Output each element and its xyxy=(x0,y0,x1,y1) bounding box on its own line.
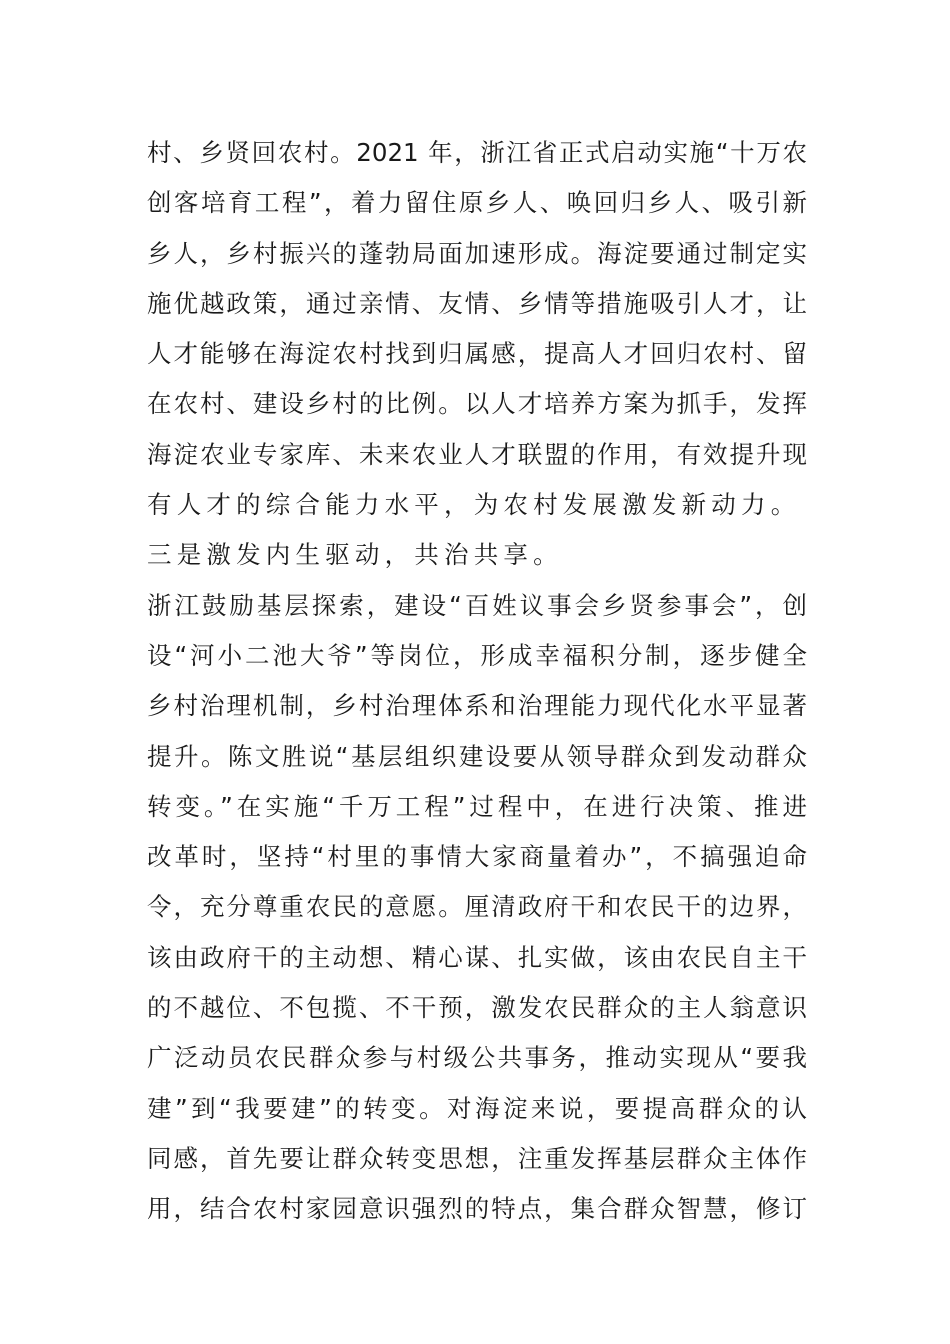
text-line: 转变。”在实施“千万工程”过程中，在进行决策、推进 xyxy=(147,791,807,821)
text-line: 同感，首先要让群众转变思想，注重发挥基层群众主体作 xyxy=(147,1143,807,1173)
text-line: 建”到“我要建”的转变。对海淀来说，要提高群众的认 xyxy=(147,1093,807,1123)
text-line: 的不越位、不包揽、不干预，激发农民群众的主人翁意识 xyxy=(147,993,807,1023)
text-line: 人才能够在海淀农村找到归属感，提高人才回归农村、留 xyxy=(147,339,807,369)
text-line: 用，结合农村家园意识强烈的特点，集合群众智慧，修订 xyxy=(147,1194,807,1224)
text-line: 乡人，乡村振兴的蓬勃局面加速形成。海淀要通过制定实 xyxy=(147,238,807,268)
text-line: 浙江鼓励基层探索，建设“百姓议事会乡贤参事会”，创 xyxy=(147,590,807,620)
text-line: 施优越政策，通过亲情、友情、乡情等措施吸引人才，让 xyxy=(147,288,807,318)
text-line: 改革时，坚持“村里的事情大家商量着办”，不搞强迫命 xyxy=(147,842,807,872)
text-line: 海淀农业专家库、未来农业人才联盟的作用，有效提升现 xyxy=(147,439,807,469)
text-line: 乡村治理机制，乡村治理体系和治理能力现代化水平显著 xyxy=(147,691,807,721)
text-line: 该由政府干的主动想、精心谋、扎实做，该由农民自主干 xyxy=(147,942,807,972)
text-line: 提升。陈文胜说“基层组织建设要从领导群众到发动群众 xyxy=(147,741,807,771)
section-heading: 三是激发内生驱动，共治共享。 xyxy=(147,540,563,570)
text-line: 在农村、建设乡村的比例。以人才培养方案为抓手，发挥 xyxy=(147,389,807,419)
document-body xyxy=(147,128,807,1235)
text-line: 令，充分尊重农民的意愿。厘清政府干和农民干的边界， xyxy=(147,892,807,922)
text-line: 创客培育工程”，着力留住原乡人、唤回归乡人、吸引新 xyxy=(147,188,807,218)
text-line: 有人才的综合能力水平，为农村发展激发新动力。 xyxy=(147,490,801,520)
text-line: 广泛动员农民群众参与村级公共事务，推动实现从“要我 xyxy=(147,1043,807,1073)
text-line: 村、乡贤回农村。2021 年，浙江省正式启动实施“十万农 xyxy=(147,138,807,167)
text-line: 设“河小二池大爷”等岗位，形成幸福积分制，逐步健全 xyxy=(147,640,807,670)
